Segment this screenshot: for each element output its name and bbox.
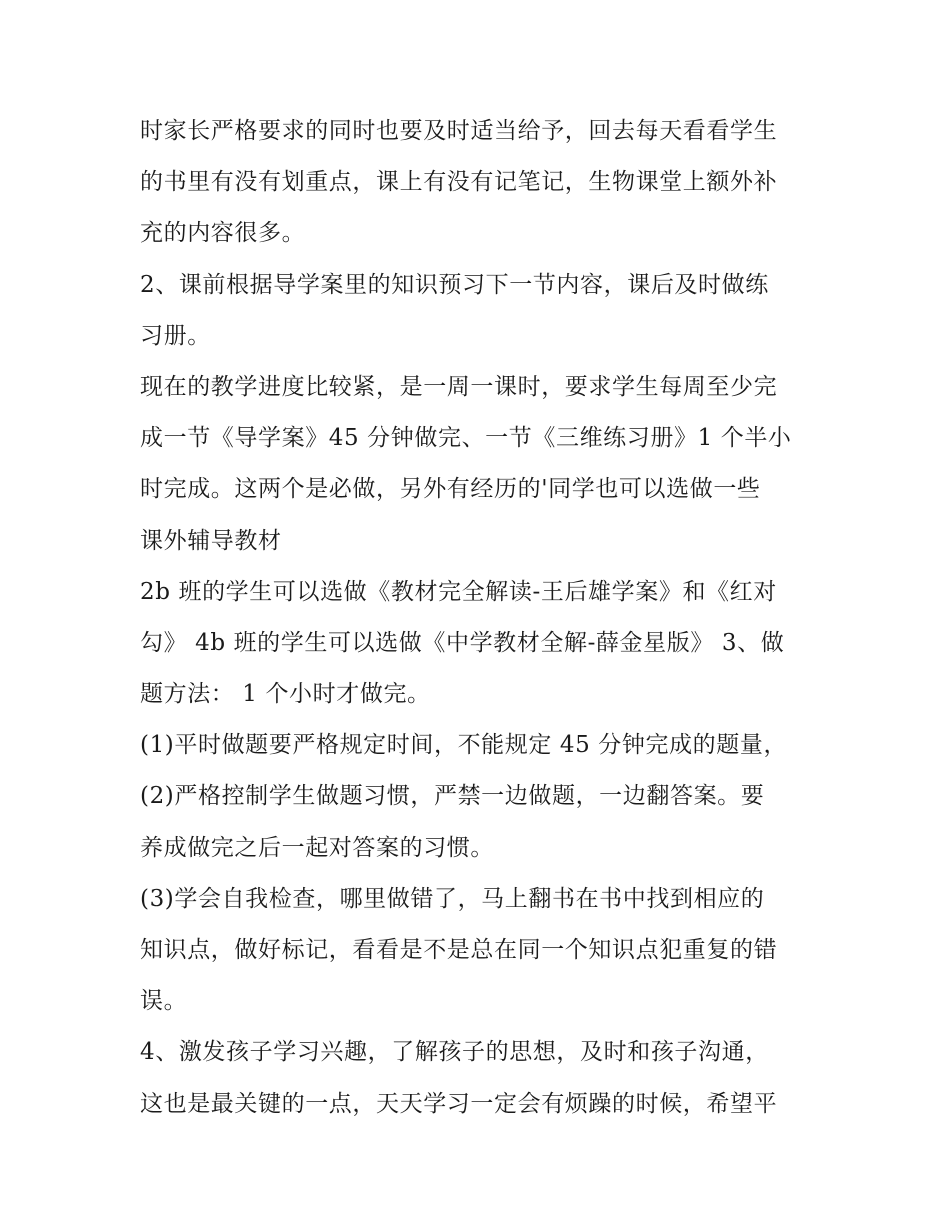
text-line: 的书里有没有划重点，课上有没有记笔记，生物课堂上额外补 — [140, 169, 778, 196]
text-line: 充的内容很多。 — [140, 220, 306, 247]
text-line: 知识点，做好标记，看看是不是总在同一个知识点犯重复的错 — [140, 937, 778, 963]
document-body — [140, 106, 820, 1130]
text-line: 现在的教学进度比较紧，是一周一课时，要求学生每周至少完 — [140, 373, 778, 400]
text-line: 2、课前根据导学案里的知识预习下一节内容，课后及时做练 — [140, 271, 769, 298]
text-line: (1)平时做题要严格规定时间，不能规定 45 分钟完成的题量， — [140, 732, 788, 759]
text-line: 时完成。这两个是必做，另外有经历的'同学也可以选做一些 — [140, 476, 761, 503]
text-line: 课外辅导教材 — [140, 527, 282, 554]
text-line: 成一节《导学案》45 分钟做完、一节《三维练习册》1 个半小 — [140, 425, 792, 452]
text-line: (3)学会自我检查，哪里做错了，马上翻书在书中找到相应的 — [140, 885, 765, 912]
text-line: 时家长严格要求的同时也要及时适当给予，回去每天看看学生 — [140, 118, 778, 144]
text-line: 养成做完之后一起对答案的习惯。 — [140, 834, 494, 861]
text-line: 这也是最关键的一点，天天学习一定会有烦躁的时候，希望平 — [140, 1090, 778, 1117]
text-line: 习册。 — [140, 322, 211, 349]
text-line: (2)严格控制学生做题习惯，严禁一边做题，一边翻答案。要 — [140, 783, 765, 810]
text-line: 2b 班的学生可以选做《教材完全解读-王后雄学案》和《红对 — [140, 578, 777, 605]
text-line: 题方法： 1 个小时才做完。 — [140, 681, 431, 708]
text-line: 勾》 4b 班的学生可以选做《中学教材全解-薛金星版》 3、做 — [140, 629, 785, 656]
text-line: 误。 — [140, 988, 188, 1015]
text-line: 4、激发孩子学习兴趣，了解孩子的思想，及时和孩子沟通， — [140, 1039, 769, 1066]
